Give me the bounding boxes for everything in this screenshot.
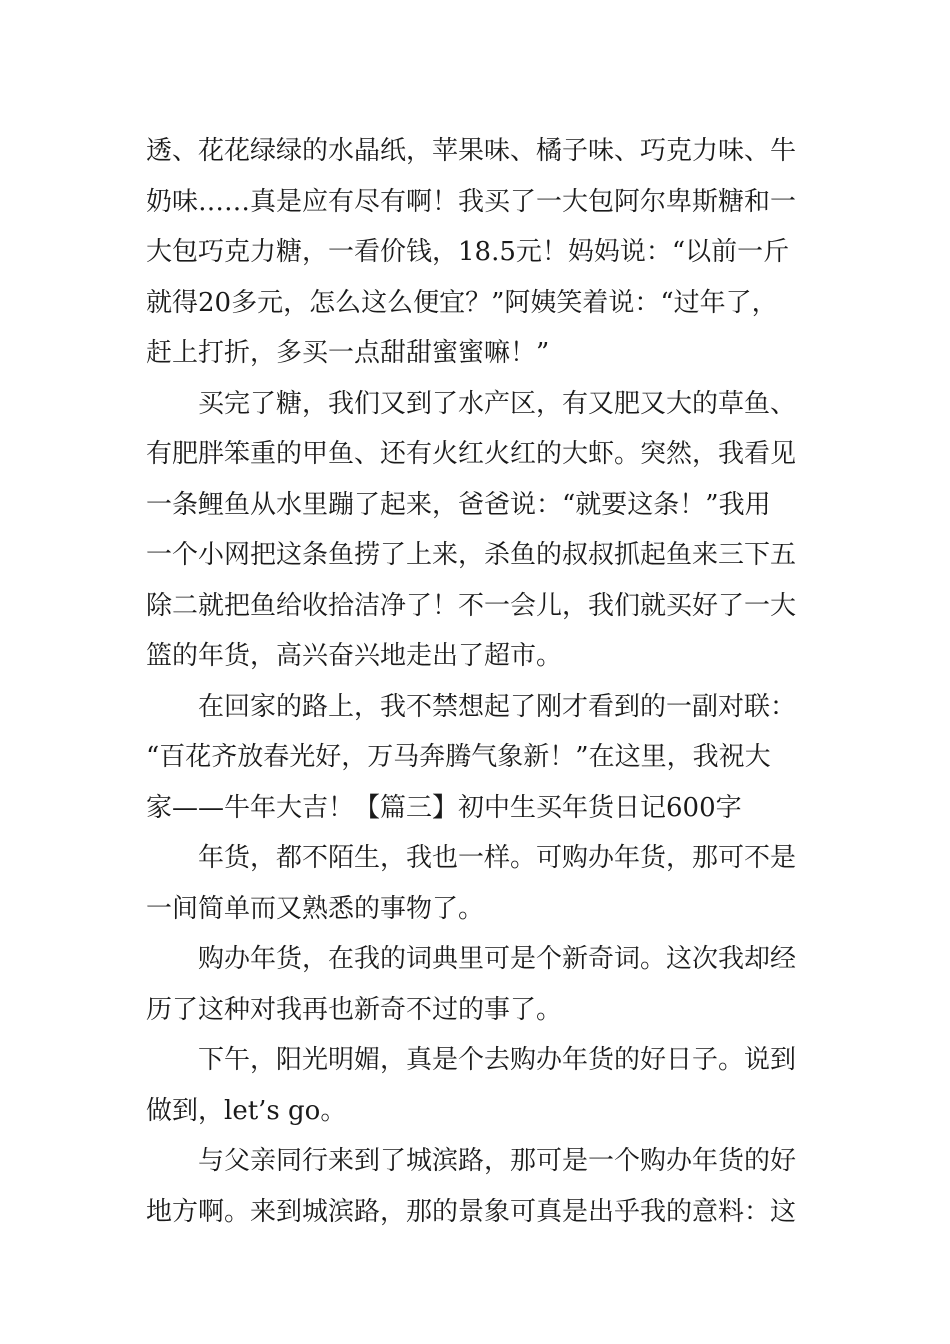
text-line: 篮的年货，高兴奋兴地走出了超市。 xyxy=(146,641,563,671)
text-line: “百花齐放春光好，万马奔腾气象新！”在这里，我祝大 xyxy=(146,742,771,772)
document-body xyxy=(146,126,808,1237)
text-line: 购办年货，在我的词典里可是个新奇词。这次我却经 xyxy=(198,944,797,974)
paragraph-candy xyxy=(146,126,808,379)
text-line: 一间简单而又熟悉的事物了。 xyxy=(146,893,485,924)
paragraph-novel-word xyxy=(146,934,808,1035)
text-line: 在回家的路上，我不禁想起了刚才看到的一副对联： xyxy=(198,691,797,722)
text-line: 地方啊。来到城滨路，那的景象可真是出乎我的意料：这 xyxy=(146,1196,797,1227)
text-line: 与父亲同行来到了城滨路，那可是一个购办年货的好 xyxy=(198,1146,797,1176)
text-line: 赶上打折，多买一点甜甜蜜蜜嘛！” xyxy=(146,338,550,368)
text-line: 做到，let’s go。 xyxy=(146,1095,347,1126)
text-line: 有肥胖笨重的甲鱼、还有火红火红的大虾。突然，我看见 xyxy=(146,439,797,469)
paragraph-seafood xyxy=(146,379,808,682)
text-line: 年货，都不陌生，我也一样。可购办年货，那可不是 xyxy=(198,843,797,873)
text-line: 历了这种对我再也新奇不过的事了。 xyxy=(146,994,563,1025)
text-line: 一条鲤鱼从水里蹦了起来，爸爸说：“就要这条！”我用 xyxy=(146,489,771,520)
text-line: 透、花花绿绿的水晶纸，苹果味、橘子味、巧克力味、牛 xyxy=(146,136,797,166)
text-line: 大包巧克力糖，一看价钱，18.5元！妈妈说：“以前一斤 xyxy=(146,237,790,267)
text-line: 家——牛年大吉！【篇三】初中生买年货日记600字 xyxy=(146,792,742,823)
text-line: 一个小网把这条鱼捞了上来，杀鱼的叔叔抓起鱼来三下五 xyxy=(146,540,797,570)
text-line: 奶味……真是应有尽有啊！我买了一大包阿尔卑斯糖和一 xyxy=(146,186,797,217)
paragraph-newyear-goods xyxy=(146,833,808,934)
paragraph-afternoon xyxy=(146,1035,808,1136)
text-line: 就得20多元，怎么这么便宜？”阿姨笑着说：“过年了， xyxy=(146,287,778,318)
text-line: 下午，阳光明媚，真是个去购办年货的好日子。说到 xyxy=(198,1045,797,1075)
paragraph-couplet xyxy=(146,682,808,834)
paragraph-chengbin-road xyxy=(146,1136,808,1237)
text-line: 买完了糖，我们又到了水产区，有又肥又大的草鱼、 xyxy=(198,388,797,419)
text-line: 除二就把鱼给收拾洁净了！不一会儿，我们就买好了一大 xyxy=(146,590,797,621)
